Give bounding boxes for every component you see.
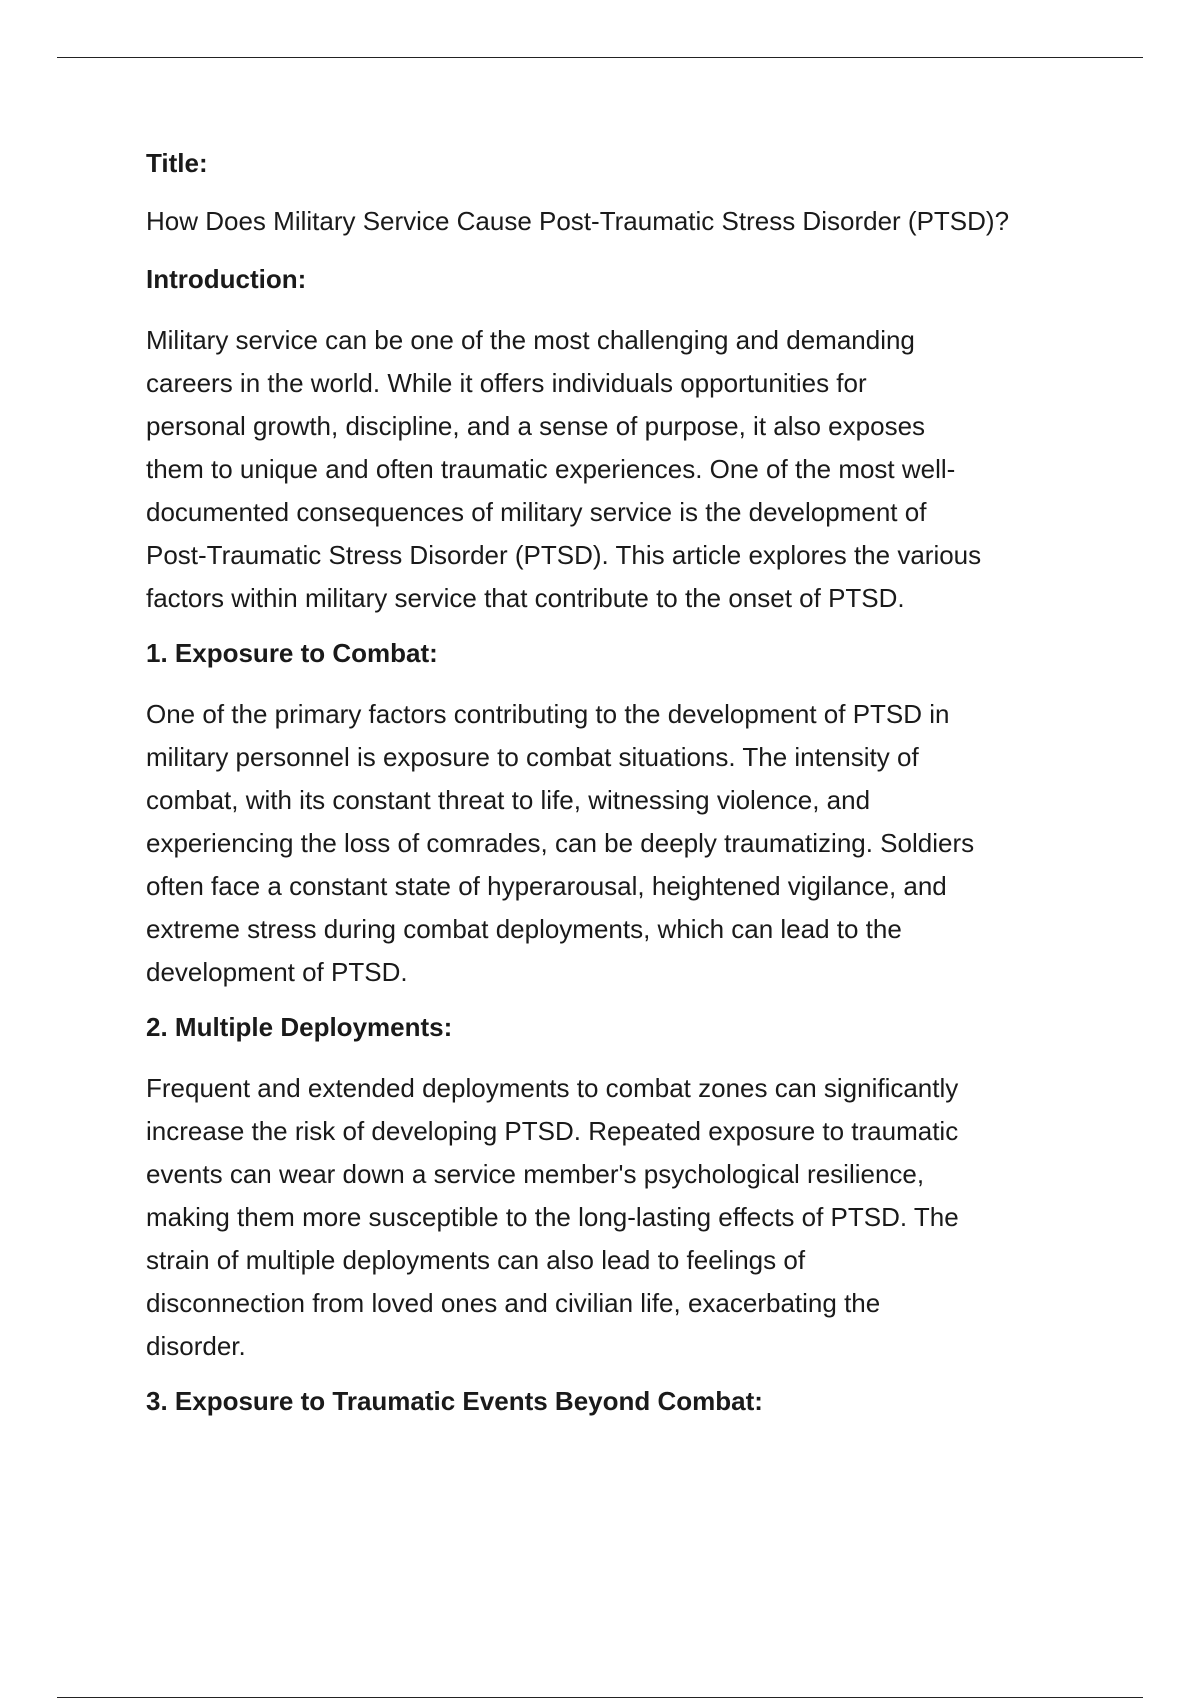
document-title: How Does Military Service Cause Post-Traumatic Stress Disorder (PTSD)? <box>146 206 1010 236</box>
section-heading-exposure-to-combat: 1. Exposure to Combat: <box>146 638 438 668</box>
paragraph-line: events can wear down a service member's psychological resilience, <box>146 1159 925 1189</box>
paragraph-line: Frequent and extended deployments to combat zones can significantly <box>146 1073 959 1103</box>
paragraph-line: making them more susceptible to the long-lasting effects of PTSD. The <box>146 1202 959 1232</box>
document-body <box>146 145 1096 1441</box>
section-paragraph-introduction <box>146 319 1096 620</box>
paragraph-line: factors within military service that contribute to the onset of PTSD. <box>146 583 905 613</box>
paragraph-line: development of PTSD. <box>146 957 408 987</box>
paragraph-line: personal growth, discipline, and a sense of purpose, it also exposes <box>146 411 926 441</box>
header-rule <box>57 57 1143 58</box>
footer-rule <box>57 1697 1143 1698</box>
paragraph-line: increase the risk of developing PTSD. Repeated exposure to traumatic <box>146 1116 959 1146</box>
paragraph-line: careers in the world. While it offers individuals opportunities for <box>146 368 867 398</box>
section-paragraph-multiple-deployments <box>146 1067 1096 1368</box>
paragraph-line: combat, with its constant threat to life, witnessing violence, and <box>146 785 871 815</box>
paragraph-line: Post-Traumatic Stress Disorder (PTSD). This article explores the various <box>146 540 982 570</box>
paragraph-line: disorder. <box>146 1331 246 1361</box>
section-heading-introduction: Introduction: <box>146 264 307 294</box>
paragraph-line: Military service can be one of the most challenging and demanding <box>146 325 915 355</box>
section-heading-multiple-deployments: 2. Multiple Deployments: <box>146 1012 453 1042</box>
paragraph-line: disconnection from loved ones and civilian life, exacerbating the <box>146 1288 881 1318</box>
paragraph-line: often face a constant state of hyperarousal, heightened vigilance, and <box>146 871 947 901</box>
paragraph-line: experiencing the loss of comrades, can be deeply traumatizing. Soldiers <box>146 828 975 858</box>
title-label: Title: <box>146 148 208 178</box>
paragraph-line: strain of multiple deployments can also lead to feelings of <box>146 1245 806 1275</box>
section-heading-traumatic-events-beyond-combat: 3. Exposure to Traumatic Events Beyond Combat: <box>146 1386 763 1416</box>
paragraph-line: military personnel is exposure to combat situations. The intensity of <box>146 742 919 772</box>
section-paragraph-exposure-to-combat <box>146 693 1096 994</box>
paragraph-line: them to unique and often traumatic experiences. One of the most well- <box>146 454 956 484</box>
paragraph-line: One of the primary factors contributing to the development of PTSD in <box>146 699 950 729</box>
paragraph-line: extreme stress during combat deployments, which can lead to the <box>146 914 902 944</box>
paragraph-line: documented consequences of military service is the development of <box>146 497 927 527</box>
